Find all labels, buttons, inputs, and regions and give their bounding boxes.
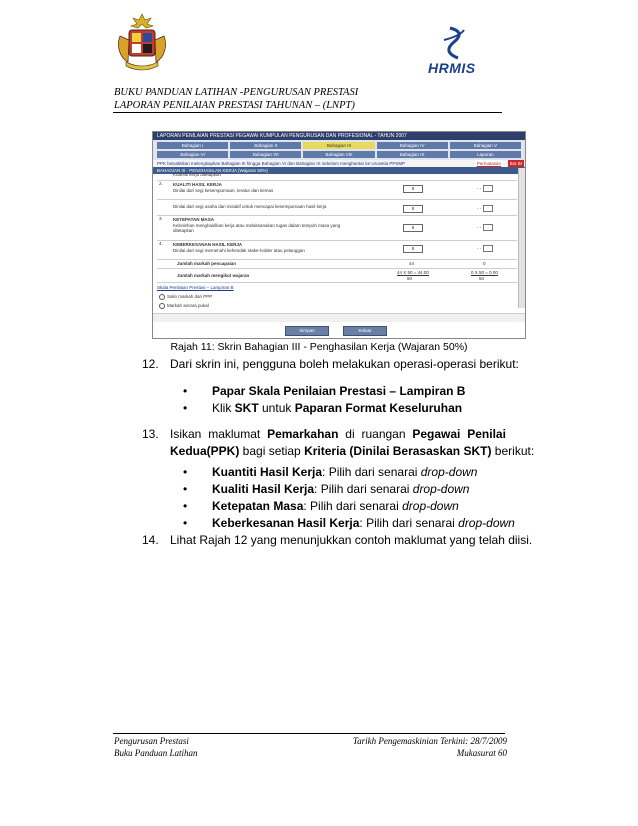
ppk-dropdown[interactable] xyxy=(477,224,493,231)
text-part: : Pilih dari senarai xyxy=(314,482,413,496)
item-14-number: 14. xyxy=(142,533,159,547)
text-part: berikut: xyxy=(491,444,535,458)
save-button[interactable]: Simpan xyxy=(285,326,329,336)
total-label: Jumlah markah pencapaian xyxy=(177,261,237,266)
text-part: untuk xyxy=(258,401,295,415)
text-part: maklumat xyxy=(208,427,261,441)
tab-bahagian-4[interactable]: Bahagian IV xyxy=(377,142,448,149)
item-14-text: Lihat Rajah 12 yang menunjukkan contoh maklumat yang telah diisi. xyxy=(170,533,533,547)
text-part: : Pilih dari senarai xyxy=(303,499,403,513)
section-header: BAHAGIAN III - PENGHASILAN KERJA (Wajaran 50%) xyxy=(153,167,525,174)
ppk-dropdown[interactable] xyxy=(477,185,493,192)
text-part: Kedua(PPK) xyxy=(170,444,240,458)
header-rule xyxy=(113,112,502,113)
row-number: 2. xyxy=(159,181,163,186)
bot-button[interactable]: Bot BI xyxy=(509,161,522,166)
radio-label: Salin markah dari PPP xyxy=(167,294,213,300)
hrmis-logo xyxy=(420,26,486,76)
text-part: di xyxy=(345,427,355,441)
table-row xyxy=(157,216,517,241)
text-part: Kriteria (Dinilai Berasaskan SKT) xyxy=(304,444,492,458)
tab-bahagian-9[interactable]: Bahagian IX xyxy=(377,151,448,158)
row-desc: Dinilai dari segi usaha dan inisiatif untuk mencapai kesempurnaan hasil kerja xyxy=(173,204,327,209)
row-number: 4. xyxy=(159,241,163,246)
dropdown-value: - - xyxy=(477,185,482,191)
text-part: Kuantiti Hasil Kerja xyxy=(212,465,323,479)
total-ppp: 44 xyxy=(409,261,415,266)
text-part: Pemarkahan xyxy=(267,427,339,441)
tab-bahagian-6[interactable]: Bahagian VI xyxy=(157,151,228,158)
table-row xyxy=(157,200,517,216)
bullet-glyph: • xyxy=(183,482,188,496)
footer-rule xyxy=(113,733,505,734)
ppp-score: 8 xyxy=(403,224,423,232)
permatasan-link[interactable]: Permatasan xyxy=(476,161,501,166)
footer-right-1: Tarikh Pengemaskinian Terkini: 28/7/2009 xyxy=(352,736,507,746)
table-row xyxy=(157,241,517,260)
screen-tabs xyxy=(153,140,525,160)
weighted-ppp-den: 50 xyxy=(407,276,413,281)
item-13-line2 xyxy=(170,443,534,460)
text-part: Paparan Format Keseluruhan xyxy=(294,401,463,415)
screen-notice xyxy=(153,160,525,167)
dropdown-value: - - xyxy=(477,224,482,230)
text-part: ruangan xyxy=(361,427,406,441)
malaysia-coat-of-arms-logo xyxy=(114,10,170,80)
weighted-row xyxy=(157,269,517,283)
weighted-label: Jumlah markah mengikut wajaran xyxy=(177,273,250,278)
text-part: drop-down xyxy=(458,516,515,530)
text-part: : Pilih dari senarai xyxy=(359,516,459,530)
text-part: drop-down xyxy=(420,465,478,479)
ppp-score: 8 xyxy=(403,245,423,253)
scale-link[interactable]: Skala Penilaian Prestasi – Lampiran B xyxy=(157,285,234,290)
weighted-ppk: 0 X 50 = 0.00 xyxy=(471,270,498,275)
text-part: Kualiti Hasil Kerja xyxy=(212,482,315,496)
bullet-glyph: • xyxy=(183,384,188,398)
radio-copy-ppp[interactable] xyxy=(159,294,212,300)
chevron-down-icon xyxy=(483,224,493,231)
row-title: KUALITI HASIL KERJA xyxy=(173,182,222,187)
row-desc: Dinilai dari segi memenuhi kehendak stake-holder atau pelanggan xyxy=(173,248,305,253)
row-desc: Kuantiti kerja ditetapkan xyxy=(173,172,222,177)
text-part: Penilai xyxy=(467,427,506,441)
chevron-down-icon xyxy=(483,205,493,212)
row-desc: Dinilai dari segi kesempurnaan, teratur dan kemas xyxy=(173,188,274,193)
radio-icon xyxy=(159,294,165,300)
table-row xyxy=(157,181,517,200)
item-13-number: 13. xyxy=(142,427,159,441)
text-part: : Pilih dari senarai xyxy=(322,465,421,479)
ppk-dropdown[interactable] xyxy=(477,205,493,212)
notice-text: PPK beisaktikan melengkapkan Bahagian III hingga Bahagian VI dan Bahagian IX sebelum menghantar ke Urusetia PPSMP xyxy=(157,161,406,166)
total-row xyxy=(157,260,517,269)
hrmis-logo-text: HRMIS xyxy=(428,60,476,76)
footer-left-1: Pengurusan Prestasi xyxy=(114,736,189,746)
tab-laporan[interactable]: Laporan xyxy=(450,151,521,158)
row-desc: Kebolehan menghasilkan kerja atau melaksanakan tugas dalam tempoh masa yang ditetapkan xyxy=(173,223,341,233)
header-line2: LAPORAN PENILAIAN PRESTASI TAHUNAN – (LNPT) xyxy=(114,100,355,111)
text-part: Keberkesanan Hasil Kerja xyxy=(212,516,360,530)
tab-bahagian-2[interactable]: Bahagian II xyxy=(230,142,301,149)
dropdown-value: - - xyxy=(477,205,482,211)
bullet-glyph: • xyxy=(183,465,188,479)
tab-bahagian-3[interactable]: Bahagian III xyxy=(303,142,374,149)
bullet-text: Papar Skala Penilaian Prestasi – Lampiran B xyxy=(212,384,466,398)
screenshot-figure xyxy=(152,131,526,339)
horizontal-scrollbar[interactable] xyxy=(153,313,525,322)
figure-caption: Rajah 11: Skrin Bahagian III - Penghasilan Kerja (Wajaran 50%) xyxy=(170,341,468,353)
chevron-down-icon xyxy=(483,245,493,252)
radio-label: Markah secara pukal xyxy=(167,303,209,309)
row-title: KETEPATAN MASA xyxy=(173,217,214,222)
item-13-line1 xyxy=(170,426,506,443)
radio-icon xyxy=(159,303,165,309)
footer-right-2: Mukasurat 60 xyxy=(456,748,507,758)
ppp-score: 8 xyxy=(403,185,423,193)
screen-title: LAPORAN PENILAIAN PRESTASI PEGAWAI KUMPULAN PENGURUSAN DAN PROFESIONAL - TAHUN 2007 xyxy=(153,132,525,140)
text-part: SKT xyxy=(234,401,259,415)
bullet-glyph: • xyxy=(183,401,188,415)
footer-left-2: Buku Panduan Latihan xyxy=(114,748,198,758)
vertical-scrollbar[interactable] xyxy=(518,168,525,308)
table-row xyxy=(157,172,517,181)
exit-button[interactable]: Keluar xyxy=(343,326,387,336)
item-12-number: 12. xyxy=(142,357,159,371)
chevron-down-icon xyxy=(483,185,493,192)
tab-bahagian-8[interactable]: Bahagian VIII xyxy=(303,151,374,158)
row-number: 3. xyxy=(159,216,163,221)
bullet-glyph: • xyxy=(183,499,188,513)
text-part: drop-down xyxy=(412,482,470,496)
ppk-dropdown[interactable] xyxy=(477,245,493,252)
radio-bulk[interactable] xyxy=(159,303,209,309)
tab-bahagian-5[interactable]: Bahagian V xyxy=(450,142,521,149)
tab-bahagian-1[interactable]: Bahagian I xyxy=(157,142,228,149)
text-part: bagi setiap xyxy=(239,444,305,458)
tab-bahagian-7[interactable]: Bahagian VII xyxy=(230,151,301,158)
item-12-text: Dari skrin ini, pengguna boleh melakukan operasi-operasi berikut: xyxy=(170,357,519,371)
dropdown-value: - - xyxy=(477,245,482,251)
bullet-glyph: • xyxy=(183,516,188,530)
text-part: Isikan xyxy=(170,427,202,441)
text-part: Klik xyxy=(212,401,235,415)
header-line1: BUKU PANDUAN LATIHAN -PENGURUSAN PRESTASI xyxy=(114,87,359,98)
text-part: Pegawai xyxy=(412,427,461,441)
weighted-ppk-den: 50 xyxy=(479,276,485,281)
weighted-ppp: 44 X 50 = 44.00 xyxy=(397,270,429,275)
text-part: drop-down xyxy=(402,499,459,513)
text-part: Ketepatan Masa xyxy=(212,499,304,513)
row-title: KEBERKESANAN HASIL KERJA xyxy=(173,242,243,247)
total-ppk: 0 xyxy=(483,261,486,266)
ppp-score: 8 xyxy=(403,205,423,213)
